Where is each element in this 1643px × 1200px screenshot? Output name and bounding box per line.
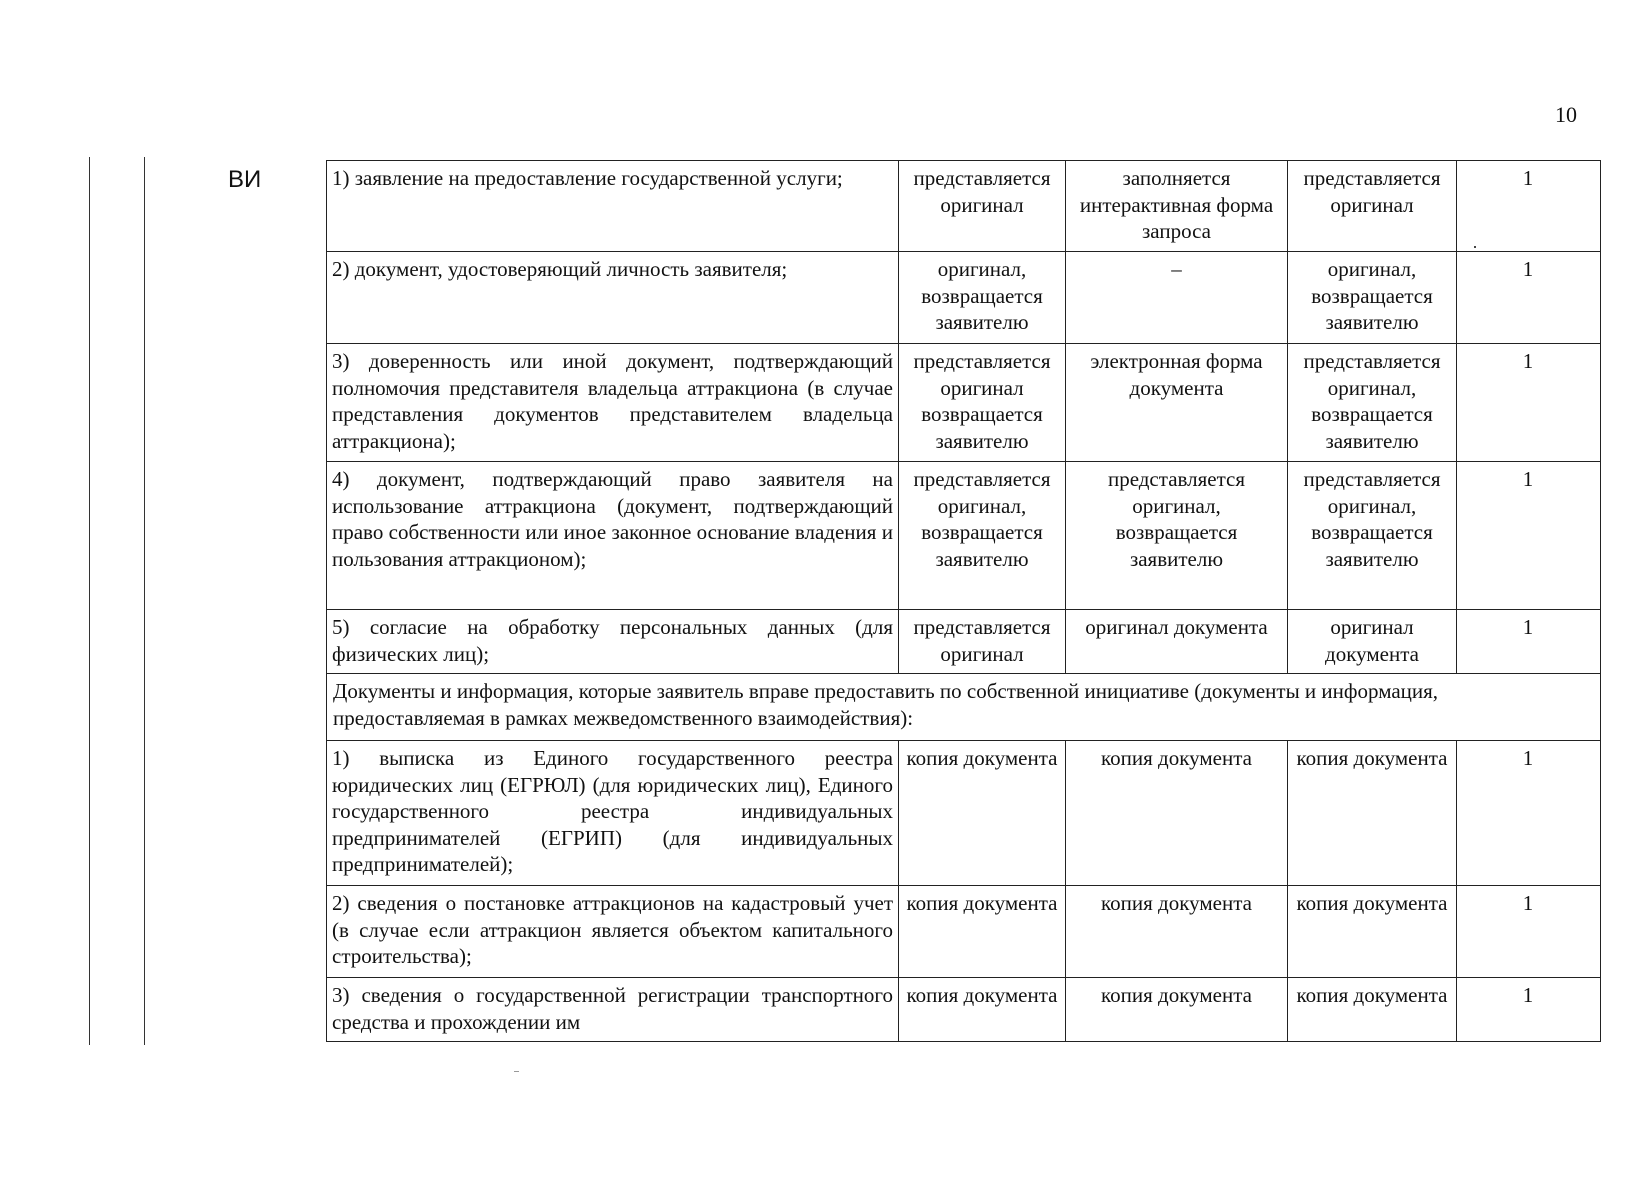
submission-mfc-cell: оригинал, возвращается заявителю xyxy=(1287,252,1456,343)
submission-in-person-cell: копия документа xyxy=(898,741,1065,885)
submission-online-cell: заполняется интерактивная форма запроса xyxy=(1065,161,1287,251)
document-name-cell: 2) документ, удостоверяющий личность заявителя; xyxy=(332,257,788,281)
submission-mfc-cell: копия документа xyxy=(1287,886,1456,977)
table-row xyxy=(326,978,1601,1042)
document-name-cell: 2) сведения о постановке аттракционов на кадастровый учет (в случае если аттракцион является объектом капитального строительства); xyxy=(332,891,893,968)
count-cell: 1 xyxy=(1456,886,1599,977)
document-name-cell: 3) сведения о государственной регистрации транспортного средства и прохождении им xyxy=(332,983,893,1034)
table-row xyxy=(326,886,1601,978)
submission-in-person-cell: копия документа xyxy=(898,978,1065,1041)
count-cell: 1 xyxy=(1456,978,1599,1041)
table-row xyxy=(326,252,1601,344)
submission-online-cell: копия документа xyxy=(1065,978,1287,1041)
submission-online-cell: электронная форма документа xyxy=(1065,344,1287,461)
submission-mfc-cell: копия документа xyxy=(1287,978,1456,1041)
page-number: 10 xyxy=(1555,102,1577,127)
table-row xyxy=(326,610,1601,674)
table-row xyxy=(326,344,1601,462)
count-cell: 1 xyxy=(1456,610,1599,673)
submission-in-person-cell: представляется оригинал возвращается заявителю xyxy=(898,344,1065,461)
submission-mfc-cell: копия документа xyxy=(1287,741,1456,885)
section-heading: Документы и информация, которые заявитель вправе предоставить по собственной инициативе (документы и информация, предоставляемая в рамках межведомственного взаимодействия): xyxy=(333,679,1439,730)
submission-online-cell: копия документа xyxy=(1065,741,1287,885)
count-cell: 1 xyxy=(1456,161,1599,251)
submission-online-cell: представляется оригинал, возвращается заявителю xyxy=(1065,462,1287,609)
submission-in-person-cell: представляется оригинал, возвращается заявителю xyxy=(898,462,1065,609)
submission-in-person-cell: представляется оригинал xyxy=(898,161,1065,251)
table-row xyxy=(326,160,1601,252)
margin-line-right xyxy=(144,157,145,1045)
count-cell: 1 xyxy=(1456,252,1599,343)
row-label: ВИ xyxy=(228,166,262,193)
document-name-cell: 5) согласие на обработку персональных данных (для физических лиц); xyxy=(332,615,893,666)
table-row xyxy=(326,462,1601,610)
submission-in-person-cell: оригинал, возвращается заявителю xyxy=(898,252,1065,343)
document-name-cell: 3) доверенность или иной документ, подтверждающий полномочия представителя владельца аттракциона (в случае представления документов представителем владельца аттракциона); xyxy=(332,349,893,453)
documents-table xyxy=(326,160,1601,1042)
margin-line-left xyxy=(89,157,90,1045)
table-row xyxy=(326,741,1601,886)
document-name-cell: 4) документ, подтверждающий право заявителя на использование аттракциона (документ, подтверждающий право собственности или иное законное основание владения и пользования аттракционом); xyxy=(332,467,893,571)
submission-mfc-cell: представляется оригинал, возвращается заявителю xyxy=(1287,344,1456,461)
count-cell: 1 xyxy=(1456,462,1599,609)
scan-mark xyxy=(514,1071,519,1072)
submission-mfc-cell: представляется оригинал, возвращается заявителю xyxy=(1287,462,1456,609)
count-cell: 1 xyxy=(1456,741,1599,885)
submission-mfc-cell: оригинал документа xyxy=(1287,610,1456,673)
section-heading-row xyxy=(326,674,1601,741)
document-name-cell: 1) заявление на предоставление государственной услуги; xyxy=(332,166,843,190)
submission-mfc-cell: представляется оригинал xyxy=(1287,161,1456,251)
submission-online-cell: оригинал документа xyxy=(1065,610,1287,673)
document-name-cell: 1) выписка из Единого государственного реестра юридических лиц (ЕГРЮЛ) (для юридических лиц), Единого государственного реестра индивидуальных предпринимателей (ЕГРИП) (для индивидуальных предпринимателей); xyxy=(332,746,893,876)
submission-in-person-cell: представляется оригинал xyxy=(898,610,1065,673)
count-cell: 1 xyxy=(1456,344,1599,461)
submission-online-cell: копия документа xyxy=(1065,886,1287,977)
submission-online-cell: – xyxy=(1065,252,1287,343)
submission-in-person-cell: копия документа xyxy=(898,886,1065,977)
